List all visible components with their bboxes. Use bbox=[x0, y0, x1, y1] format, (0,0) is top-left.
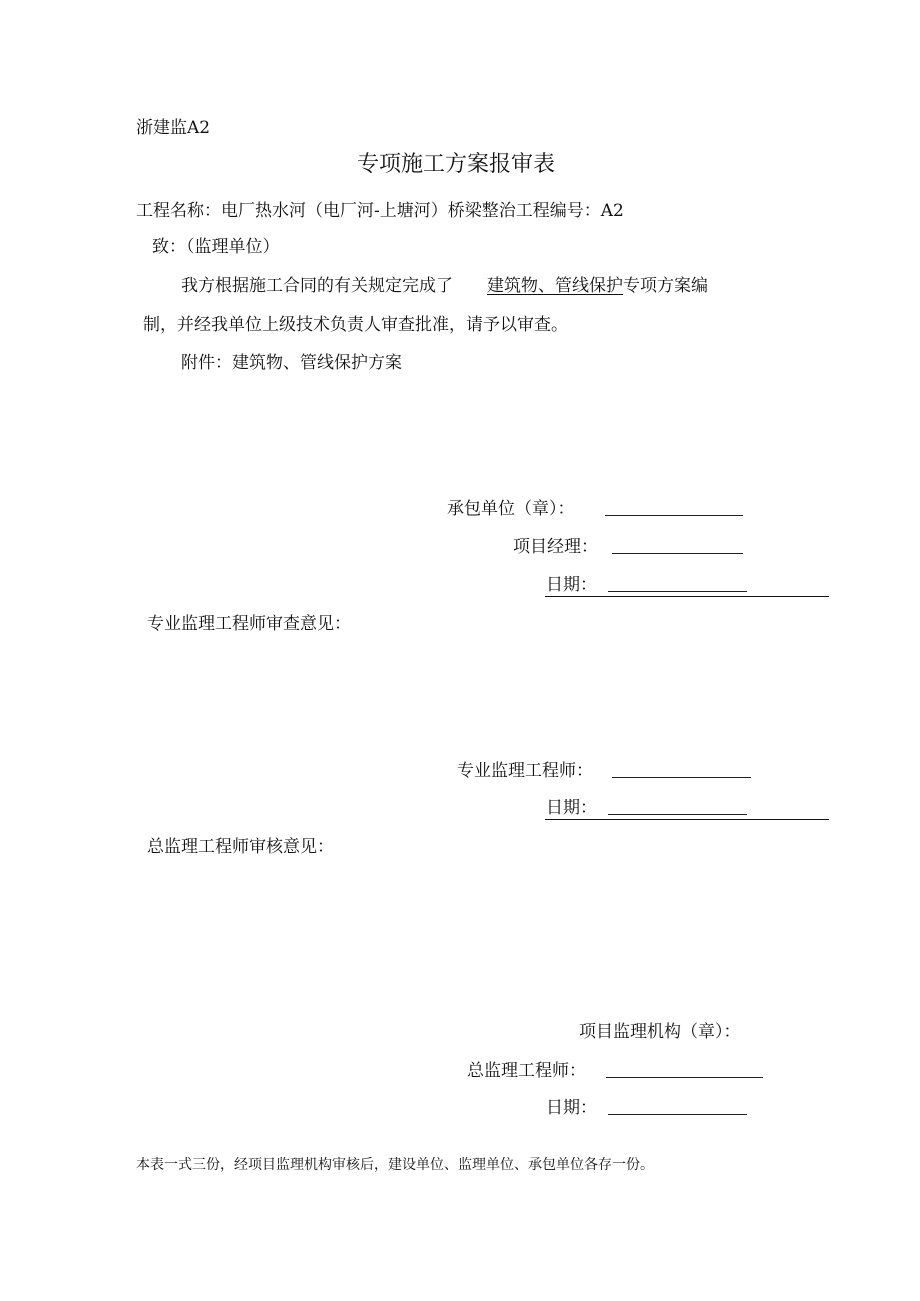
attachment-line: 附件：建筑物、管线保护方案 bbox=[181, 353, 402, 373]
form-code: 浙建监A2 bbox=[136, 118, 211, 138]
recipient-line: 致：（监理单位） bbox=[152, 237, 280, 257]
footer-note: 本表一式三份，经项目监理机构审核后，建设单位、监理单位、承包单位各存一份。 bbox=[136, 1157, 654, 1173]
contractor-unit-blank bbox=[605, 515, 743, 516]
project-name-line: 工程名称：电厂热水河（电厂河-上塘河）桥梁整治工程编号：A2 bbox=[136, 201, 624, 221]
specialist-date-label: 日期： bbox=[546, 798, 597, 818]
chief-opinion-label: 总监理工程师审核意见： bbox=[147, 837, 334, 857]
specialist-opinion-label: 专业监理工程师审查意见： bbox=[147, 614, 351, 634]
scheme-name-underlined: 建筑物、管线保护 bbox=[487, 276, 623, 296]
supervision-org-label: 项目监理机构（章）： bbox=[579, 1022, 741, 1042]
project-manager-label: 项目经理： bbox=[513, 537, 598, 557]
chief-date-label: 日期： bbox=[546, 1098, 597, 1118]
specialist-engineer-blank bbox=[612, 777, 751, 778]
project-manager-blank bbox=[612, 553, 743, 554]
chief-date-blank bbox=[608, 1114, 747, 1115]
contractor-unit-label: 承包单位（章）： bbox=[447, 499, 575, 519]
specialist-date-blank bbox=[608, 814, 747, 815]
body-line-1-prefix: 我方根据施工合同的有关规定完成了 bbox=[181, 276, 453, 296]
body-line-1-suffix: 专项方案编 bbox=[623, 276, 708, 296]
chief-engineer-label: 总监理工程师： bbox=[467, 1061, 586, 1081]
contractor-date-blank bbox=[608, 591, 747, 592]
body-line-1 bbox=[181, 276, 708, 296]
section-divider-specialist bbox=[545, 819, 829, 820]
section-divider-contractor bbox=[545, 596, 829, 597]
contractor-date-label: 日期： bbox=[546, 575, 597, 595]
body-line-2: 制，并经我单位上级技术负责人审查批准，请予以审查。 bbox=[143, 315, 568, 335]
page-title: 专项施工方案报审表 bbox=[357, 152, 556, 177]
chief-engineer-blank bbox=[606, 1077, 763, 1078]
specialist-engineer-label: 专业监理工程师： bbox=[457, 761, 593, 781]
